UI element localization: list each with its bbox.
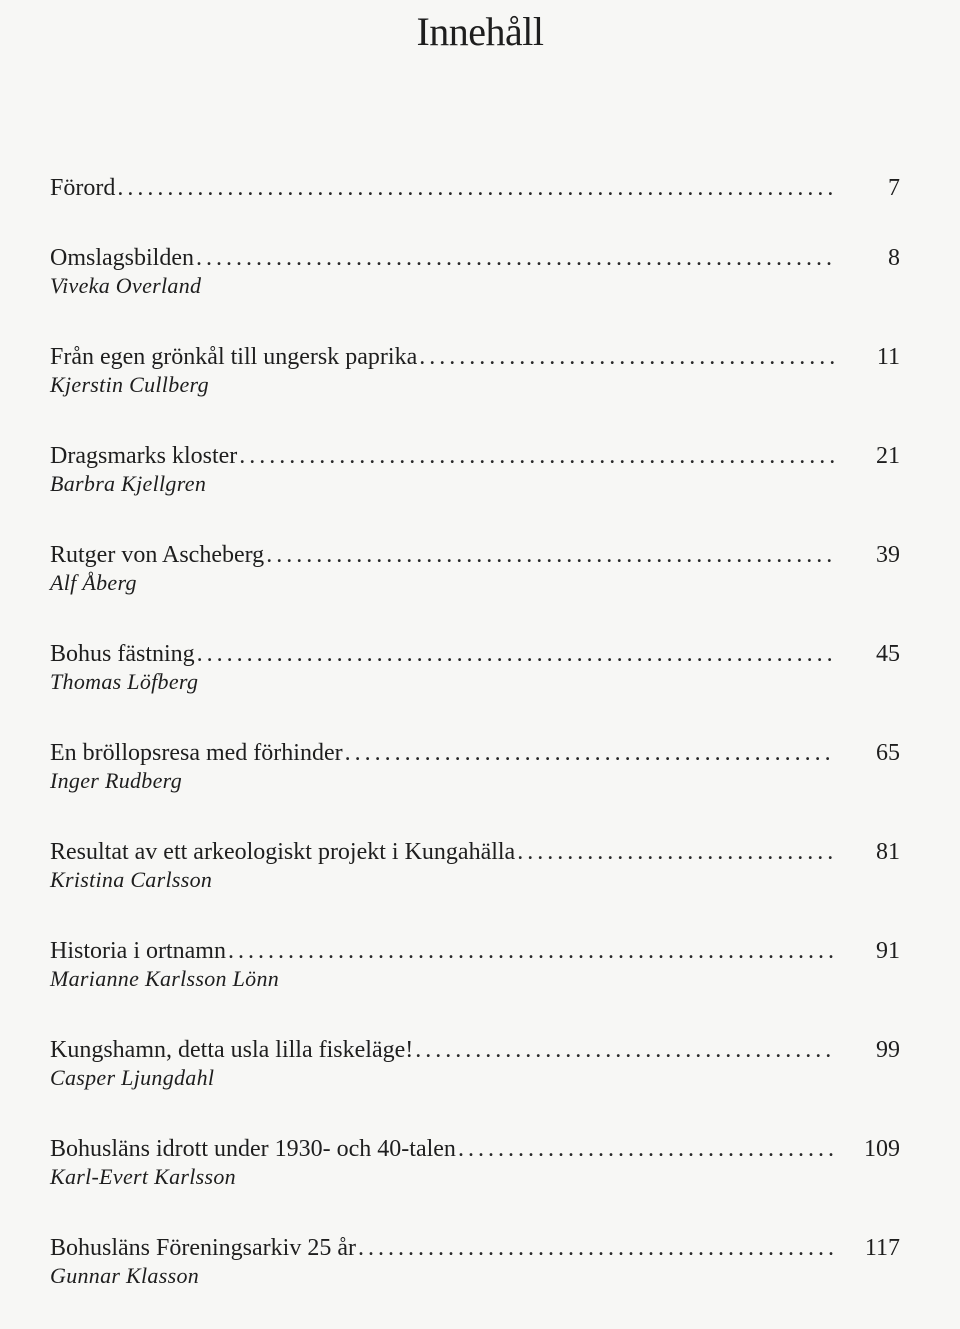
toc-entry-line — [50, 834, 900, 870]
entry-author: Casper Ljungdahl — [50, 1065, 215, 1090]
entry-page-number: 39 — [876, 542, 900, 568]
entry-page-number: 21 — [876, 443, 900, 469]
toc-entry-line — [50, 933, 900, 969]
entry-page-number: 11 — [876, 344, 900, 370]
toc-entry-line — [50, 1032, 900, 1068]
dot-leader — [358, 1230, 834, 1266]
entry-title: Förord — [50, 175, 116, 201]
toc-entry — [50, 170, 900, 240]
toc-entry-line — [50, 438, 900, 474]
entry-title: En bröllopsresa med förhinder — [50, 740, 343, 766]
entry-author: Alf Åberg — [50, 570, 137, 595]
toc-entry-line — [50, 636, 900, 672]
dot-leader — [197, 636, 834, 672]
toc-entry — [50, 735, 900, 834]
entry-title: Bohusläns Föreningsarkiv 25 år — [50, 1235, 356, 1261]
entry-author: Viveka Overland — [50, 273, 202, 298]
entry-page-number: 117 — [864, 1235, 900, 1261]
entry-page-number: 91 — [876, 938, 900, 964]
entry-title: Bohusläns idrott under 1930- och 40-talen — [50, 1136, 456, 1162]
toc-entry-line — [50, 339, 900, 375]
entry-title: Kungshamn, detta usla lilla fiskeläge! — [50, 1037, 414, 1063]
entry-author: Thomas Löfberg — [50, 669, 199, 694]
entry-title: Resultat av ett arkeologiskt projekt i Kungahälla — [50, 839, 516, 865]
dot-leader — [345, 735, 834, 771]
toc-entry — [50, 933, 900, 1032]
toc-entry-line — [50, 1230, 900, 1266]
toc-entry — [50, 1230, 900, 1329]
dot-leader — [239, 438, 834, 474]
entry-title: Från egen grönkål till ungersk paprika — [50, 344, 418, 370]
entry-page-number: 7 — [888, 175, 900, 201]
toc-entry-line — [50, 1131, 900, 1167]
page-title: Innehåll — [416, 9, 544, 54]
toc-entry-line — [50, 240, 900, 276]
entry-page-number: 109 — [864, 1136, 900, 1162]
toc-entry-line — [50, 735, 900, 771]
dot-leader — [415, 1032, 834, 1068]
entry-page-number: 65 — [876, 740, 900, 766]
dot-leader — [517, 834, 834, 870]
entry-author: Inger Rudberg — [50, 768, 183, 793]
toc-entry — [50, 1032, 900, 1131]
entry-title: Omslagsbilden — [50, 245, 194, 271]
entry-author: Kjerstin Cullberg — [50, 372, 209, 397]
dot-leader — [458, 1131, 834, 1167]
entry-author: Marianne Karlsson Lönn — [50, 966, 280, 991]
entry-page-number: 99 — [876, 1037, 900, 1063]
entry-page-number: 8 — [888, 245, 900, 271]
toc-entry — [50, 240, 900, 339]
dot-leader — [117, 170, 834, 206]
entry-title: Dragsmarks kloster — [50, 443, 238, 469]
toc-entry — [50, 438, 900, 537]
entry-title: Rutger von Ascheberg — [50, 542, 265, 568]
toc-entry — [50, 339, 900, 438]
entry-page-number: 81 — [876, 839, 900, 865]
entry-author: Kristina Carlsson — [50, 867, 213, 892]
entry-title: Bohus fästning — [50, 641, 195, 667]
entry-author: Barbra Kjellgren — [50, 471, 207, 496]
toc-entry — [50, 636, 900, 735]
toc-entry — [50, 834, 900, 933]
toc-entry-line — [50, 170, 900, 206]
dot-leader — [266, 537, 834, 573]
dot-leader — [228, 933, 834, 969]
toc-entry-line — [50, 537, 900, 573]
table-of-contents — [50, 170, 900, 1329]
dot-leader — [419, 339, 834, 375]
toc-entry — [50, 1131, 900, 1230]
entry-author: Gunnar Klasson — [50, 1263, 200, 1288]
entry-author: Karl-Evert Karlsson — [50, 1164, 236, 1189]
entry-page-number: 45 — [876, 641, 900, 667]
entry-title: Historia i ortnamn — [50, 938, 226, 964]
toc-entry — [50, 537, 900, 636]
dot-leader — [196, 240, 834, 276]
